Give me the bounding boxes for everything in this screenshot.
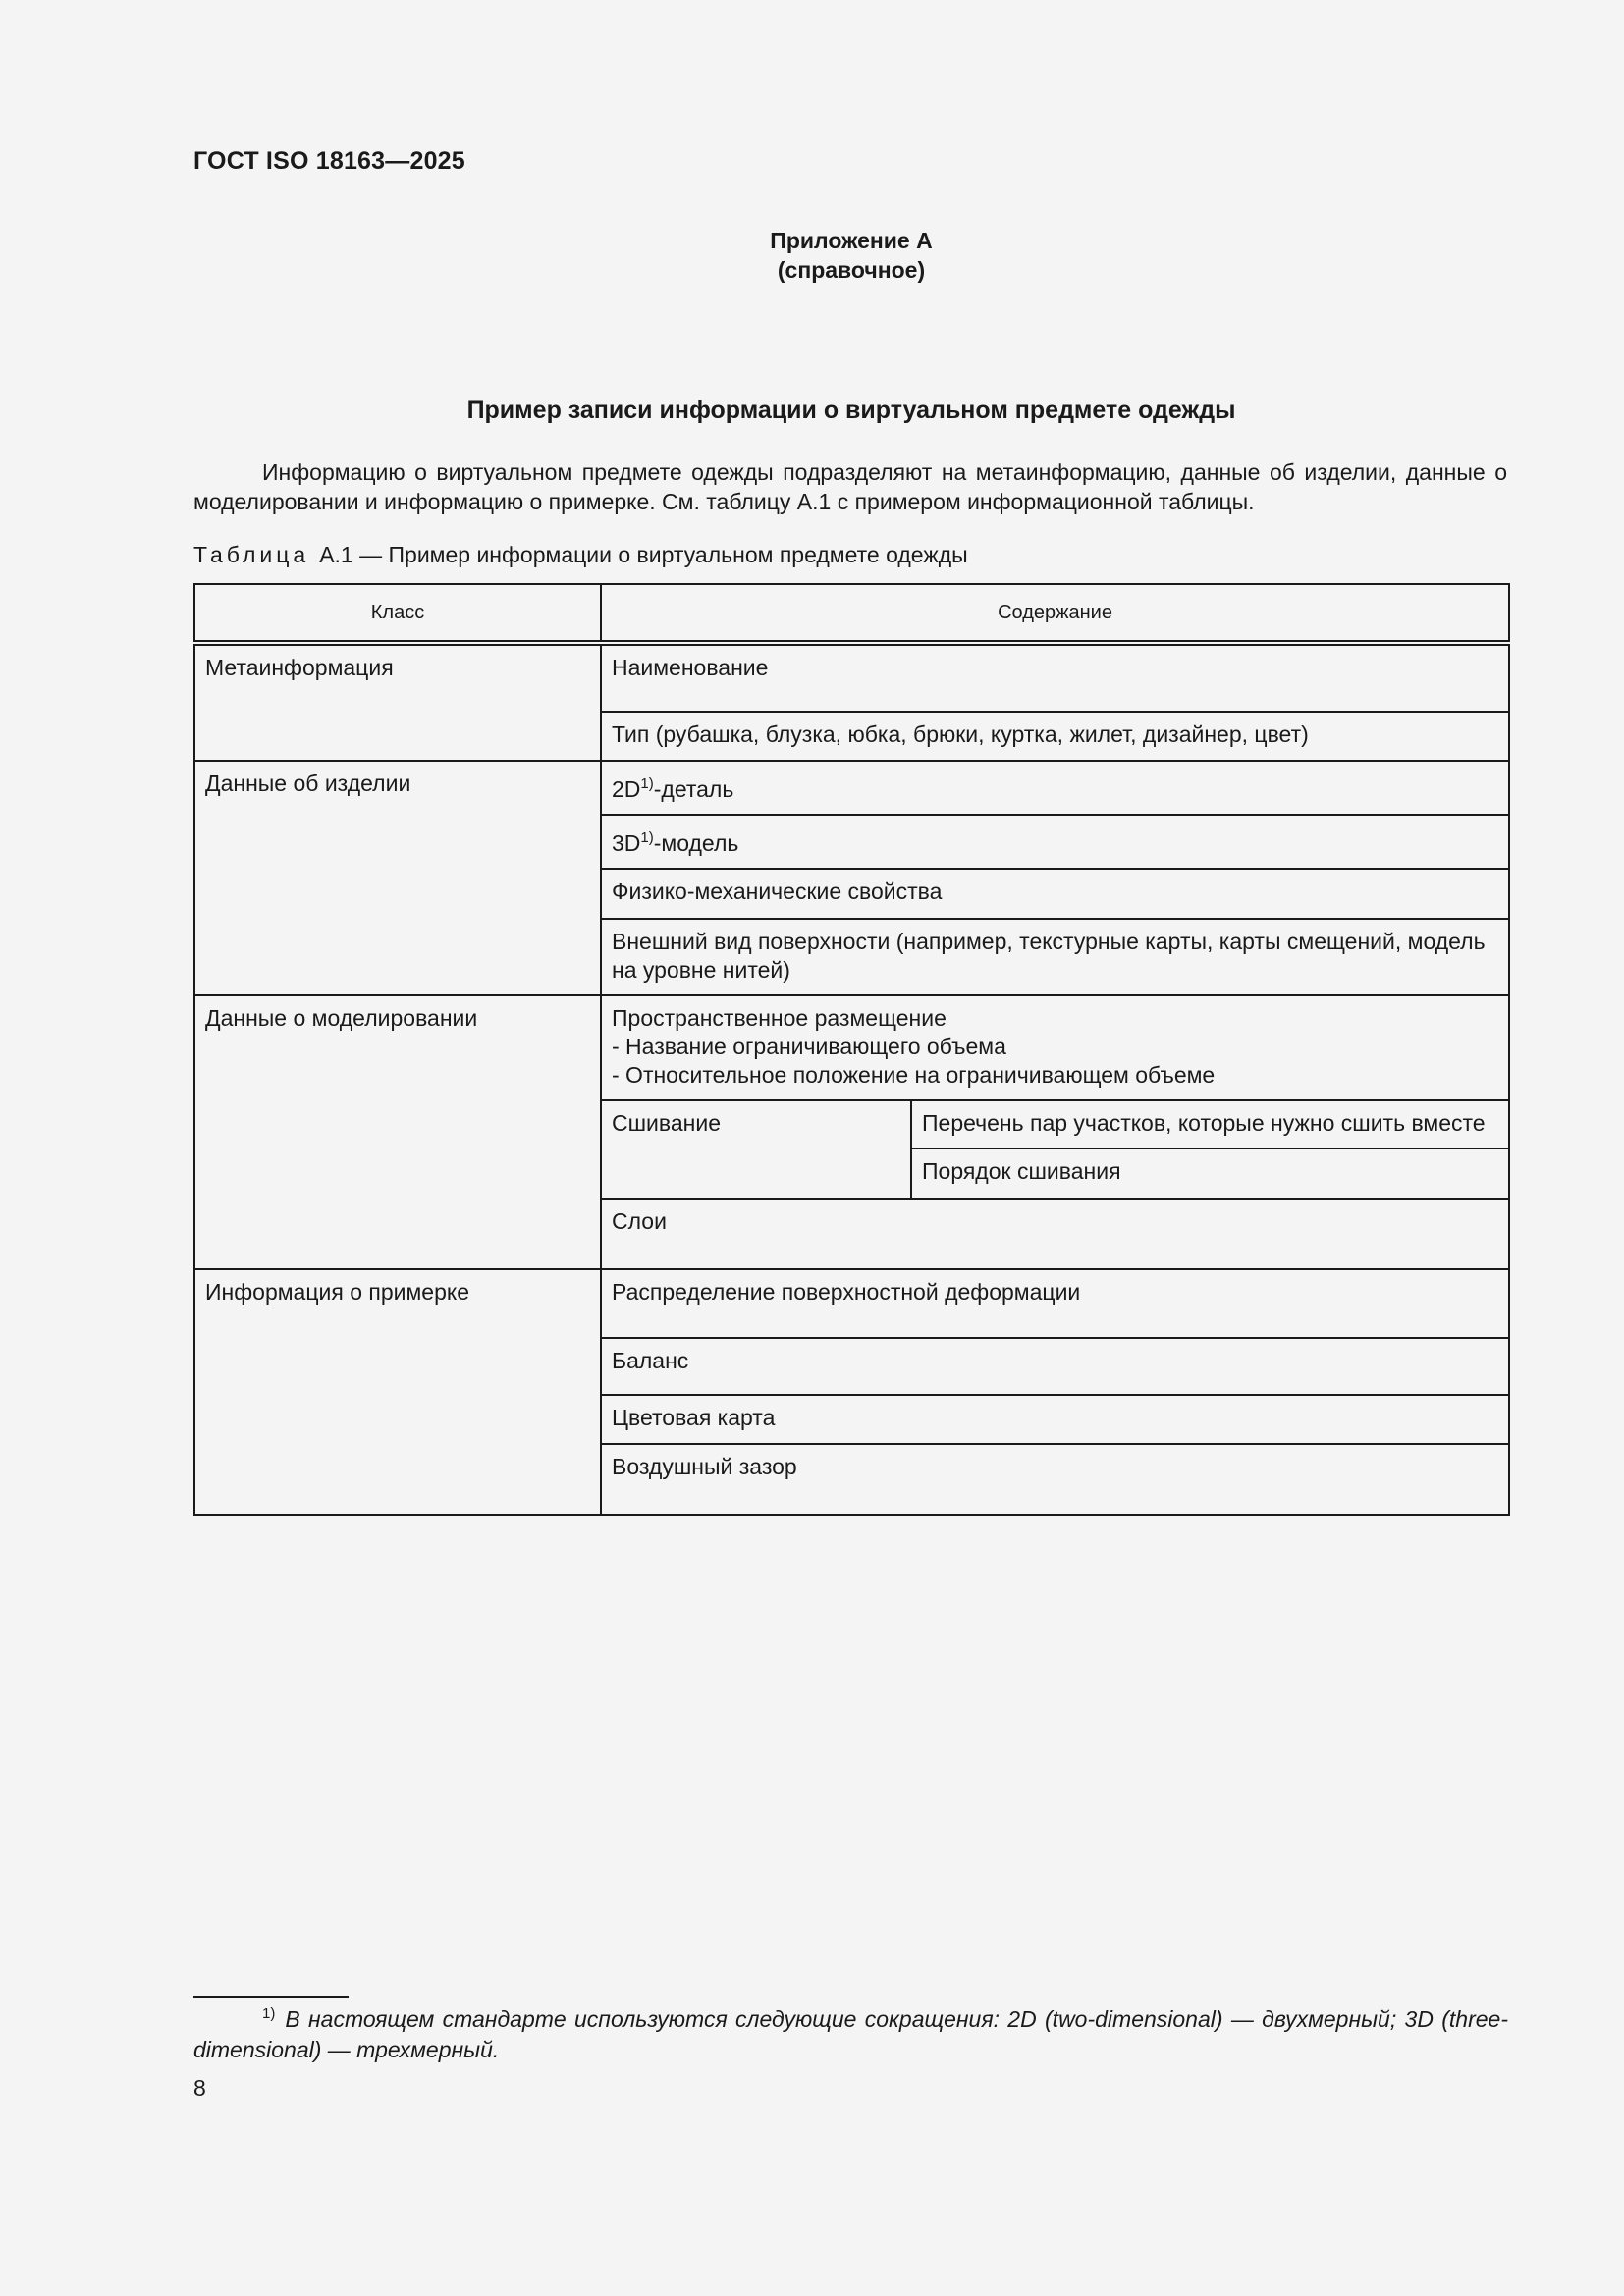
cell-text: -модель — [653, 830, 739, 856]
table-row — [194, 643, 1509, 712]
annex-type: (справочное) — [777, 257, 926, 283]
footnote-separator — [193, 1996, 349, 1998]
class-cell-fitting: Информация о примерке — [194, 1269, 601, 1515]
intro-paragraph: Информацию о виртуальном предмете одежды подразделяют на метаинформацию, данные об изделии, данные о моделировании и информацию о примерке. См. таблицу А.1 с примером информационной таблицы. — [193, 459, 1507, 514]
table-caption — [193, 542, 968, 568]
placement-item: - Относительное положение на ограничивающем объеме — [612, 1062, 1216, 1088]
content-cell: Распределение поверхностной деформации — [601, 1269, 1509, 1338]
cell-text: 3D — [612, 830, 641, 856]
stitching-cell: Сшивание — [601, 1100, 911, 1199]
annex-heading — [0, 226, 1624, 285]
table-row — [194, 1269, 1509, 1338]
content-cell: Наименование — [601, 643, 1509, 712]
content-cell — [601, 815, 1509, 869]
cell-text: 2D — [612, 776, 641, 802]
content-cell — [601, 995, 1509, 1100]
document-code: ГОСТ ISO 18163—2025 — [193, 147, 465, 175]
annex-title: Приложение А — [770, 228, 933, 253]
content-cell — [601, 761, 1509, 815]
content-cell: Порядок сшивания — [911, 1148, 1509, 1199]
footnote — [193, 1999, 1508, 2065]
content-cell: Внешний вид поверхности (например, текстурные карты, карты смещений, модель на уровне нитей) — [601, 919, 1509, 995]
placement-item: - Название ограничивающего объема — [612, 1034, 1006, 1059]
footnote-ref: 1) — [640, 775, 654, 792]
info-table — [193, 583, 1510, 1516]
cell-text: -деталь — [653, 776, 734, 802]
content-cell: Перечень пар участков, которые нужно сшить вместе — [911, 1100, 1509, 1148]
class-cell-modeling: Данные о моделировании — [194, 995, 601, 1269]
class-cell-meta: Метаинформация — [194, 643, 601, 761]
header-content: Содержание — [601, 584, 1509, 643]
section-title: Пример записи информации о виртуальном предмете одежды — [466, 397, 1236, 424]
content-cell: Воздушный зазор — [601, 1444, 1509, 1515]
footnote-mark: 1) — [262, 2005, 276, 2022]
content-cell: Баланс — [601, 1338, 1509, 1395]
table-row — [194, 995, 1509, 1100]
footnote-text: В настоящем стандарте используются следующие сокращения: 2D (two-dimensional) — двухмерный; 3D (three-dimensional) — трехмерный. — [193, 2006, 1508, 2062]
placement-title: Пространственное размещение — [612, 1005, 947, 1031]
table-header-row — [194, 584, 1509, 643]
table-row — [194, 761, 1509, 815]
class-cell-product: Данные об изделии — [194, 761, 601, 995]
table-caption-text: А.1 — Пример информации о виртуальном предмете одежды — [319, 542, 968, 567]
content-cell: Цветовая карта — [601, 1395, 1509, 1444]
table-caption-label: Таблица — [193, 542, 310, 567]
header-class: Класс — [194, 584, 601, 643]
content-cell: Тип (рубашка, блузка, юбка, брюки, куртка, жилет, дизайнер, цвет) — [601, 712, 1509, 761]
footnote-ref: 1) — [640, 829, 654, 846]
content-cell: Слои — [601, 1199, 1509, 1269]
page-number: 8 — [193, 2075, 206, 2101]
content-cell: Физико-механические свойства — [601, 869, 1509, 919]
